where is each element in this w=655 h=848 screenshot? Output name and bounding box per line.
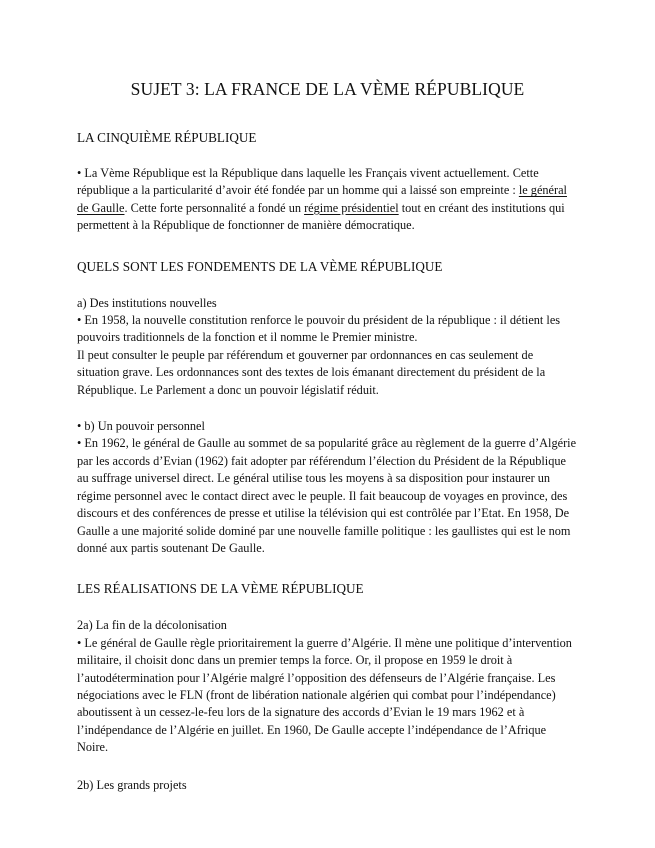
subheading-pouvoir-personnel: • b) Un pouvoir personnel xyxy=(77,419,205,434)
intro-text-3: tout en créant des institutions qui permettent à la République de fonctionner de manière démocratique. xyxy=(77,200,565,233)
link-general-de-gaulle: le général de Gaulle xyxy=(77,183,567,215)
intro-text-2: . Cette forte personnalité a fondé un xyxy=(124,200,305,215)
paragraph-1962-suffrage: • En 1962, le général de Gaulle au sommet de sa popularité grâce au règlement de la guerre d’Algérie par les accords d’Evian (1962) fait adopter par référendum l’élection du Président de la République au suffrage universel direct. Le général utilise tous les moyens à sa disposition pour instaurer un régime personnel avec le contact direct avec le peuple. Il fait beaucoup de voyages en province, des discours et des conférences de presse et utilise la télévision qui est contrôlée par l’Etat. En 1958, De Gaulle a une majorité solide dominé par une nouvelle famille politique : les gaullistes qui est le nom donné aux partis soutenant De Gaulle. xyxy=(77,436,577,555)
subheading-fin-decolonisation: 2a) La fin de la décolonisation xyxy=(77,618,227,633)
paragraph-guerre-algerie: • Le général de Gaulle règle prioritairement la guerre d’Algérie. Il mène une politique d’intervention militaire, il choisit donc dans un premier temps la force. Or, il propose en 1959 le droit à l’autodétermination pour l’Algérie malgré l’opposition des défenseurs de l’Algérie française. Les négociations avec le FLN (front de libération nationale algérien qui combat pour l’indépendance) aboutissent à un cessez-le-feu lors de la signature des accords d’Evian le 19 mars 1962 et à l’indépendance de l’Algérie en juillet. En 1960, De Gaulle accepte l’indépendance de l’Afrique Noire. xyxy=(77,635,572,755)
subheading-institutions-nouvelles: a) Des institutions nouvelles xyxy=(77,295,217,310)
paragraph-constitution-1958: • En 1958, la nouvelle constitution renforce le pouvoir du président de la république : il détient les pouvoirs traditionnels de la fonction et il nomme le Premier ministre. xyxy=(77,313,561,345)
section-heading-realisations: LES RÉALISATIONS DE LA VÈME RÉPUBLIQUE xyxy=(77,581,364,597)
paragraph-referendum-ordonnances: Il peut consulter le peuple par référendum et gouverner par ordonnances en cas seulement de situation grave. Les ordonnances sont des textes de lois émanant directement du président de la République. Le Parlement a donc un pouvoir législatif réduit. xyxy=(77,347,546,397)
intro-paragraph xyxy=(77,165,578,235)
page-title: SUJET 3: LA FRANCE DE LA VÈME RÉPUBLIQUE xyxy=(130,79,525,99)
link-regime-presidentiel: régime présidentiel xyxy=(304,200,399,215)
section-heading-fondements: QUELS SONT LES FONDEMENTS DE LA VÈME RÉPUBLIQUE xyxy=(77,258,443,274)
intro-text-1: • La Vème République est la République dans laquelle les Français vivent actuellement. Cette république a la particularité d’avoir été fondée par un homme qui a laissé son empreinte : xyxy=(77,166,539,198)
subheading-grands-projets: 2b) Les grands projets xyxy=(77,777,187,792)
section-heading-cinquieme-republique: LA CINQUIÈME RÉPUBLIQUE xyxy=(77,130,257,145)
